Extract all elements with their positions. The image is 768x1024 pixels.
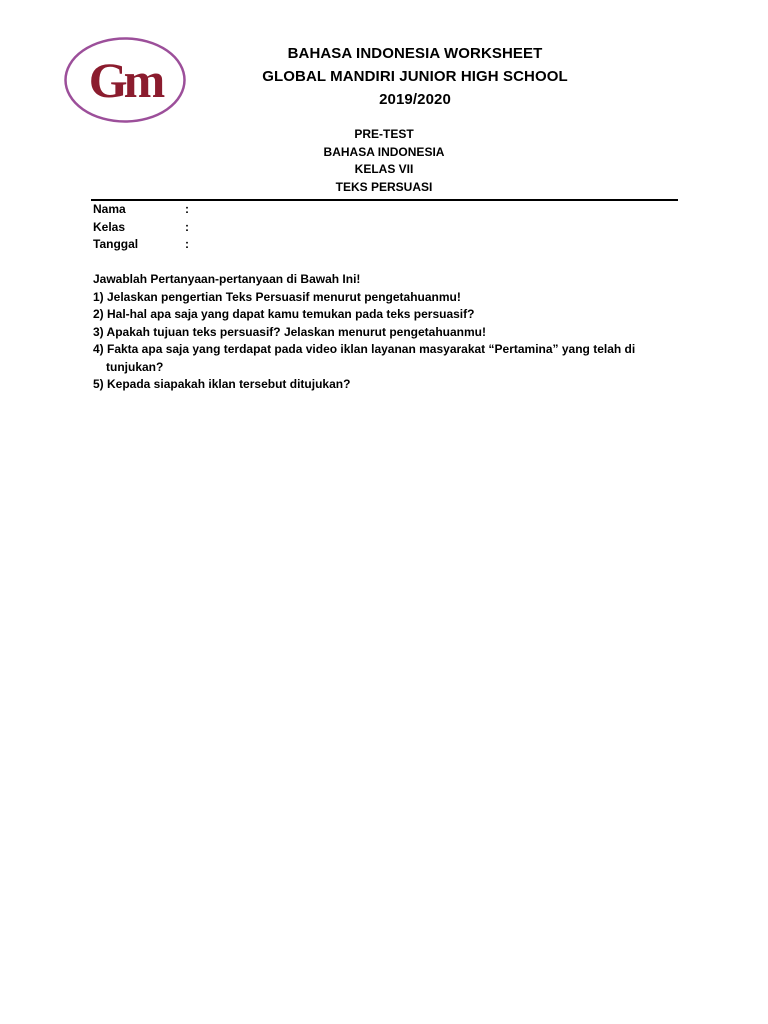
test-header xyxy=(260,126,508,196)
grade: KELAS VII xyxy=(354,162,414,176)
questions-section xyxy=(93,271,673,394)
class-label: Kelas xyxy=(93,219,126,234)
gm-logo-icon xyxy=(64,37,186,123)
question-5: 5) Kepada siapakah iklan tersebut ditujukan? xyxy=(93,377,351,391)
logo-text: Gm xyxy=(88,52,162,108)
worksheet-title: BAHASA INDONESIA WORKSHEET xyxy=(287,45,543,62)
school-header xyxy=(230,42,600,111)
question-2: 2) Hal-hal apa saja yang dapat kamu temukan pada teks persuasif? xyxy=(93,307,475,321)
school-name: GLOBAL MANDIRI JUNIOR HIGH SCHOOL xyxy=(262,68,568,85)
instructions-title: Jawablah Pertanyaan-pertanyaan di Bawah Ini! xyxy=(93,272,361,286)
question-4-continued: tunjukan? xyxy=(106,359,164,374)
identity-fields xyxy=(93,201,197,254)
test-type: PRE-TEST xyxy=(354,127,414,141)
date-label: Tanggal xyxy=(93,237,139,251)
question-3: 3) Apakah tujuan teks persuasif? Jelaskan menurut pengetahuanmu! xyxy=(93,324,486,339)
class-colon: : xyxy=(185,219,189,234)
subject: BAHASA INDONESIA xyxy=(323,144,445,159)
name-field xyxy=(93,201,197,219)
class-field xyxy=(93,219,197,237)
topic: TEKS PERSUASI xyxy=(335,179,433,194)
question-1: 1) Jelaskan pengertian Teks Persuasif menurut pengetahuanmu! xyxy=(93,289,461,304)
name-colon: : xyxy=(185,202,189,216)
school-year: 2019/2020 xyxy=(379,91,451,108)
name-label: Nama xyxy=(93,202,126,216)
date-field xyxy=(93,236,197,254)
question-4: 4) Fakta apa saja yang terdapat pada video iklan layanan masyarakat “Pertamina” yang telah di xyxy=(93,342,636,356)
date-colon: : xyxy=(185,237,189,251)
school-logo xyxy=(64,37,186,123)
